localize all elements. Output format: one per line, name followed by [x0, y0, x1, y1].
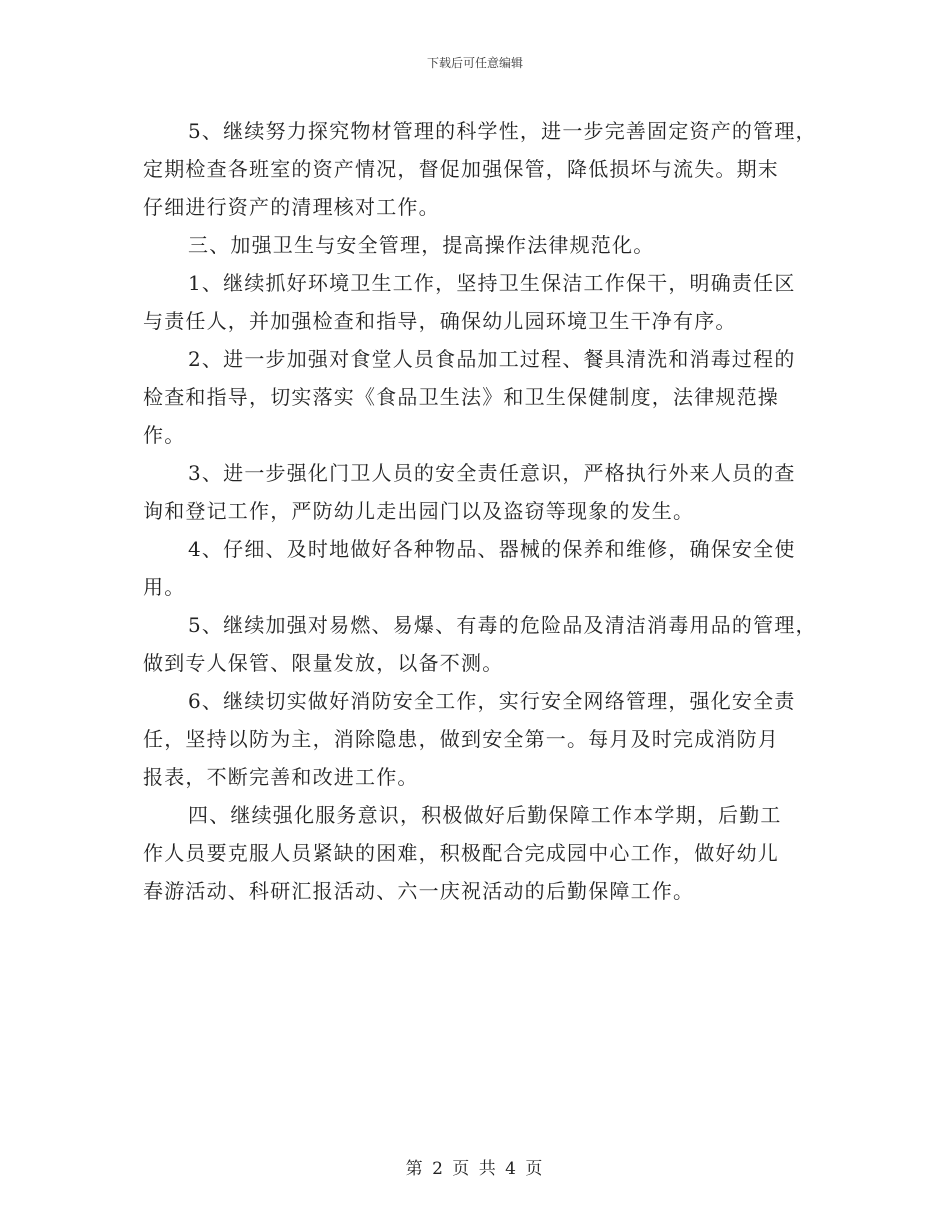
section-heading: 三、加强卫生与安全管理，提高操作法律规范化。 [188, 233, 655, 257]
text-line: 3、进一步强化门卫人员的安全责任意识，严格执行外来人员的查 [188, 461, 796, 485]
text-line: 6、继续切实做好消防安全工作，实行安全网络管理，强化安全责 [188, 689, 796, 713]
paragraph-1 [0, 112, 950, 226]
header-note: 下载后可任意编辑 [426, 56, 523, 70]
paragraph-7 [0, 606, 950, 682]
paragraph-8 [0, 682, 950, 796]
text-line: 2、进一步加强对食堂人员食品加工过程、餐具清洗和消毒过程的 [188, 347, 796, 371]
paragraph-2 [0, 226, 950, 264]
text-line: 春游活动、科研汇报活动、六一庆祝活动的后勤保障工作。 [143, 879, 695, 903]
text-line: 作人员要克服人员紧缺的困难，积极配合完成园中心工作，做好幼儿 [143, 841, 779, 865]
text-line: 5、继续加强对易燃、易爆、有毒的危险品及清洁消毒用品的管理， [188, 613, 817, 637]
text-line: 5、继续努力探究物材管理的科学性，进一步完善固定资产的管理， [188, 119, 817, 143]
section-heading: 四、继续强化服务意识，积极做好后勤保障工作本学期，后勤工 [188, 803, 782, 827]
text-line: 与责任人，并加强检查和指导，确保幼儿园环境卫生干净有序。 [143, 309, 737, 333]
text-line: 报表，不断完善和改进工作。 [143, 765, 419, 789]
text-line: 检查和指导，切实落实《食品卫生法》和卫生保健制度，法律规范操 [143, 385, 779, 409]
paragraph-9 [0, 796, 950, 910]
text-line: 作。 [143, 423, 186, 447]
text-line: 用。 [143, 575, 186, 599]
text-line: 任，坚持以防为主，消除隐患，做到安全第一。每月及时完成消防月 [143, 727, 779, 751]
paragraph-4 [0, 340, 950, 454]
paragraph-3 [0, 264, 950, 340]
text-line: 询和登记工作，严防幼儿走出园门以及盗窃等现象的发生。 [143, 499, 695, 523]
document-body [0, 112, 950, 910]
text-line: 仔细进行资产的清理核对工作。 [143, 195, 440, 219]
text-line: 4、仔细、及时地做好各种物品、器械的保养和维修，确保安全使 [188, 537, 796, 561]
text-line: 定期检查各班室的资产情况，督促加强保管，降低损坏与流失。期末 [143, 157, 779, 181]
text-line: 做到专人保管、限量发放，以备不测。 [143, 651, 504, 675]
page-number: 第 2 页 共 4 页 [405, 1159, 545, 1179]
text-line: 1、继续抓好环境卫生工作，坚持卫生保洁工作保干，明确责任区 [188, 271, 796, 295]
paragraph-6 [0, 530, 950, 606]
paragraph-5 [0, 454, 950, 530]
